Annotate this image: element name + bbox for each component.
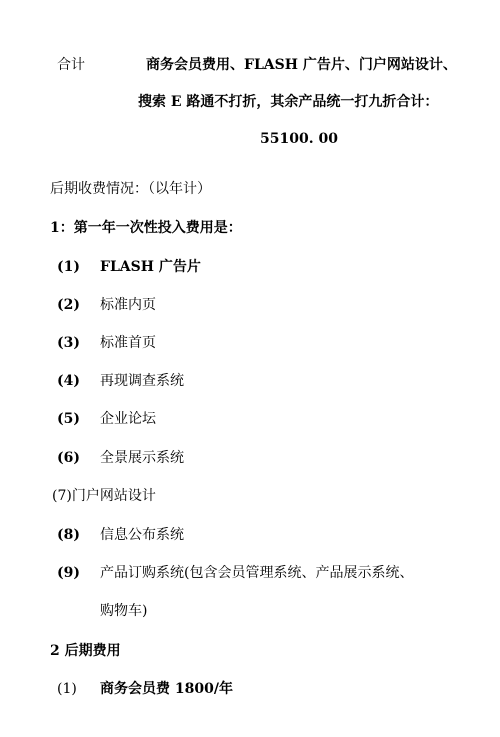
summary-label: 合计 bbox=[57, 57, 85, 73]
summary-line-2: 搜索 E 路通不打折，其余产品统一打九折合计： bbox=[138, 94, 439, 110]
list-item-number: (3) bbox=[57, 335, 80, 351]
summary-line-1: 商务会员费用、FLASH 广告片、门户网站设计、 bbox=[146, 57, 457, 73]
list-item-text: 企业论坛 bbox=[100, 411, 156, 427]
later-fees-heading: 后期收费情况：（以年计） bbox=[50, 181, 211, 197]
list-item-number: (2) bbox=[57, 297, 80, 313]
list-item-text: 再现调查系统 bbox=[100, 373, 184, 389]
list-item-text: FLASH 广告片 bbox=[100, 259, 201, 275]
list-item-number: (1) bbox=[57, 259, 80, 275]
list-item-text: 全景展示系统 bbox=[100, 450, 184, 466]
list-item-text: 标准内页 bbox=[100, 297, 156, 313]
list-item-number: (1) bbox=[57, 681, 77, 697]
list-item-number: (6) bbox=[57, 450, 80, 466]
list-item-continuation: 购物车) bbox=[100, 603, 148, 619]
list-item-text: 标准首页 bbox=[100, 335, 156, 351]
list-item-number: (4) bbox=[57, 373, 80, 389]
summary-total: 55100. 00 bbox=[260, 131, 338, 147]
list-item-number: (5) bbox=[57, 411, 80, 427]
list-item-number: (8) bbox=[57, 527, 80, 543]
section-1-heading: 1：第一年一次性投入费用是： bbox=[50, 220, 242, 236]
list-item-text: 信息公布系统 bbox=[100, 527, 184, 543]
list-item-number: (9) bbox=[57, 565, 80, 581]
list-item-text: 产品订购系统(包含会员管理系统、产品展示系统、 bbox=[100, 565, 414, 581]
list-item-text: 商务会员费 1800/年 bbox=[100, 681, 233, 697]
section-2-heading: 2 后期费用 bbox=[50, 643, 121, 659]
list-item-text: (7)门户网站设计 bbox=[52, 488, 156, 504]
